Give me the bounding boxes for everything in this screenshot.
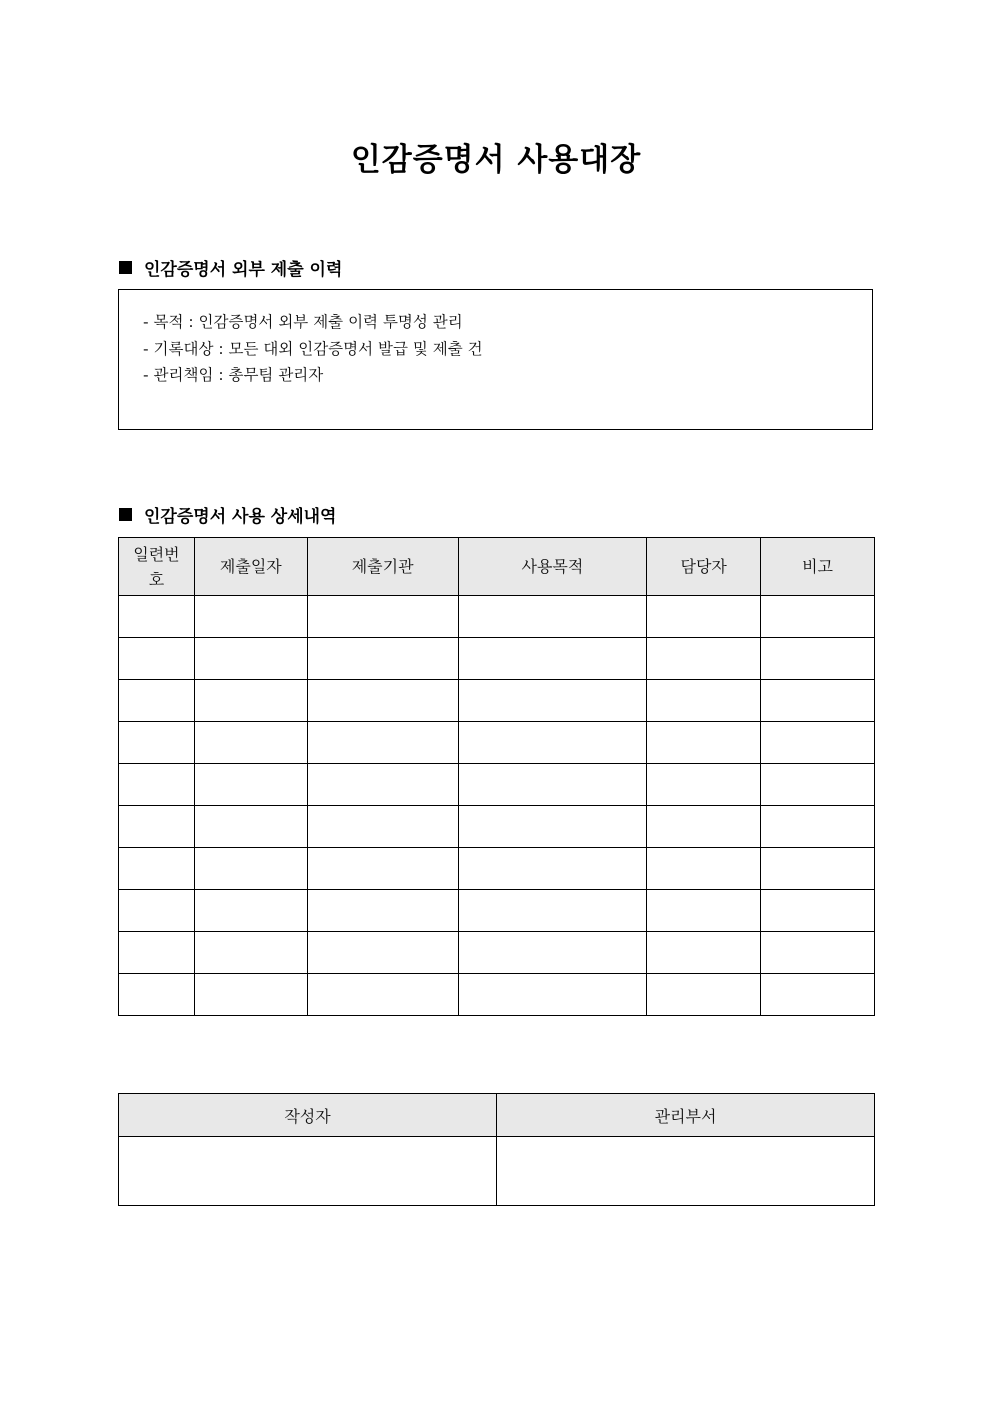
- usage-details-table: [118, 537, 875, 1016]
- column-header-remarks: 비고: [761, 538, 875, 596]
- cell-remarks[interactable]: [761, 764, 875, 806]
- table-row: [119, 596, 875, 638]
- cell-purpose[interactable]: [458, 890, 647, 932]
- square-bullet-icon: [119, 508, 132, 521]
- cell-date[interactable]: [194, 596, 307, 638]
- cell-agency[interactable]: [307, 764, 458, 806]
- table-row: [119, 806, 875, 848]
- column-header-serial-line2: 호: [148, 569, 165, 589]
- cell-agency[interactable]: [307, 680, 458, 722]
- table-row: [119, 680, 875, 722]
- page-title: 인감증명서 사용대장: [350, 142, 642, 178]
- cell-purpose[interactable]: [458, 848, 647, 890]
- column-header-agency: 제출기관: [307, 538, 458, 596]
- column-header-date: 제출일자: [194, 538, 307, 596]
- cell-remarks[interactable]: [761, 932, 875, 974]
- cell-remarks[interactable]: [761, 848, 875, 890]
- cell-serial[interactable]: [119, 596, 195, 638]
- cell-purpose[interactable]: [458, 806, 647, 848]
- cell-manager[interactable]: [647, 974, 761, 1016]
- table-row: [119, 764, 875, 806]
- cell-serial[interactable]: [119, 806, 195, 848]
- cell-date[interactable]: [194, 848, 307, 890]
- cell-date[interactable]: [194, 680, 307, 722]
- cell-date[interactable]: [194, 722, 307, 764]
- cell-purpose[interactable]: [458, 764, 647, 806]
- info-box: [118, 289, 873, 430]
- cell-date[interactable]: [194, 806, 307, 848]
- table-header-row: [119, 538, 875, 596]
- cell-manager[interactable]: [647, 890, 761, 932]
- cell-manager[interactable]: [647, 680, 761, 722]
- cell-manager[interactable]: [647, 764, 761, 806]
- department-field[interactable]: [497, 1137, 875, 1206]
- info-line-responsibility: - 관리책임 : 총무팀 관리자: [143, 366, 324, 384]
- cell-serial[interactable]: [119, 764, 195, 806]
- cell-agency[interactable]: [307, 722, 458, 764]
- cell-manager[interactable]: [647, 932, 761, 974]
- cell-remarks[interactable]: [761, 596, 875, 638]
- cell-serial[interactable]: [119, 638, 195, 680]
- section-heading-label: 인감증명서 사용 상세내역: [144, 507, 337, 527]
- cell-remarks[interactable]: [761, 638, 875, 680]
- cell-manager[interactable]: [647, 596, 761, 638]
- author-field[interactable]: [119, 1137, 497, 1206]
- cell-agency[interactable]: [307, 848, 458, 890]
- cell-purpose[interactable]: [458, 596, 647, 638]
- cell-agency[interactable]: [307, 890, 458, 932]
- info-line-purpose: - 목적 : 인감증명서 외부 제출 이력 투명성 관리: [143, 313, 463, 331]
- table-row: [119, 638, 875, 680]
- column-header-purpose: 사용목적: [458, 538, 647, 596]
- cell-serial[interactable]: [119, 722, 195, 764]
- cell-date[interactable]: [194, 932, 307, 974]
- cell-remarks[interactable]: [761, 806, 875, 848]
- signature-table: [118, 1093, 875, 1206]
- cell-purpose[interactable]: [458, 722, 647, 764]
- cell-serial[interactable]: [119, 932, 195, 974]
- section-heading-usage-details: [119, 502, 336, 527]
- column-header-serial-line1: 일련번: [133, 544, 180, 564]
- table-row: [119, 722, 875, 764]
- column-header-manager: 담당자: [647, 538, 761, 596]
- cell-purpose[interactable]: [458, 932, 647, 974]
- table-row: [119, 890, 875, 932]
- cell-manager[interactable]: [647, 848, 761, 890]
- cell-date[interactable]: [194, 764, 307, 806]
- signature-header-row: [119, 1094, 875, 1137]
- table-row: [119, 932, 875, 974]
- cell-remarks[interactable]: [761, 722, 875, 764]
- cell-serial[interactable]: [119, 974, 195, 1016]
- cell-agency[interactable]: [307, 974, 458, 1016]
- section-heading-label: 인감증명서 외부 제출 이력: [144, 260, 343, 280]
- cell-purpose[interactable]: [458, 638, 647, 680]
- department-header: 관리부서: [497, 1094, 875, 1137]
- cell-serial[interactable]: [119, 890, 195, 932]
- cell-agency[interactable]: [307, 596, 458, 638]
- cell-manager[interactable]: [647, 806, 761, 848]
- table-row: [119, 974, 875, 1016]
- table-row: [119, 848, 875, 890]
- cell-manager[interactable]: [647, 722, 761, 764]
- cell-purpose[interactable]: [458, 974, 647, 1016]
- square-bullet-icon: [119, 261, 132, 274]
- column-header-serial: [119, 538, 195, 596]
- cell-remarks[interactable]: [761, 890, 875, 932]
- author-header: 작성자: [119, 1094, 497, 1137]
- signature-row: [119, 1137, 875, 1206]
- cell-date[interactable]: [194, 638, 307, 680]
- cell-purpose[interactable]: [458, 680, 647, 722]
- cell-agency[interactable]: [307, 932, 458, 974]
- cell-serial[interactable]: [119, 680, 195, 722]
- cell-manager[interactable]: [647, 638, 761, 680]
- cell-remarks[interactable]: [761, 974, 875, 1016]
- section-heading-submission-history: [119, 255, 342, 280]
- cell-date[interactable]: [194, 890, 307, 932]
- cell-agency[interactable]: [307, 638, 458, 680]
- cell-date[interactable]: [194, 974, 307, 1016]
- cell-serial[interactable]: [119, 848, 195, 890]
- cell-agency[interactable]: [307, 806, 458, 848]
- info-line-scope: - 기록대상 : 모든 대외 인감증명서 발급 및 제출 건: [143, 339, 483, 358]
- cell-remarks[interactable]: [761, 680, 875, 722]
